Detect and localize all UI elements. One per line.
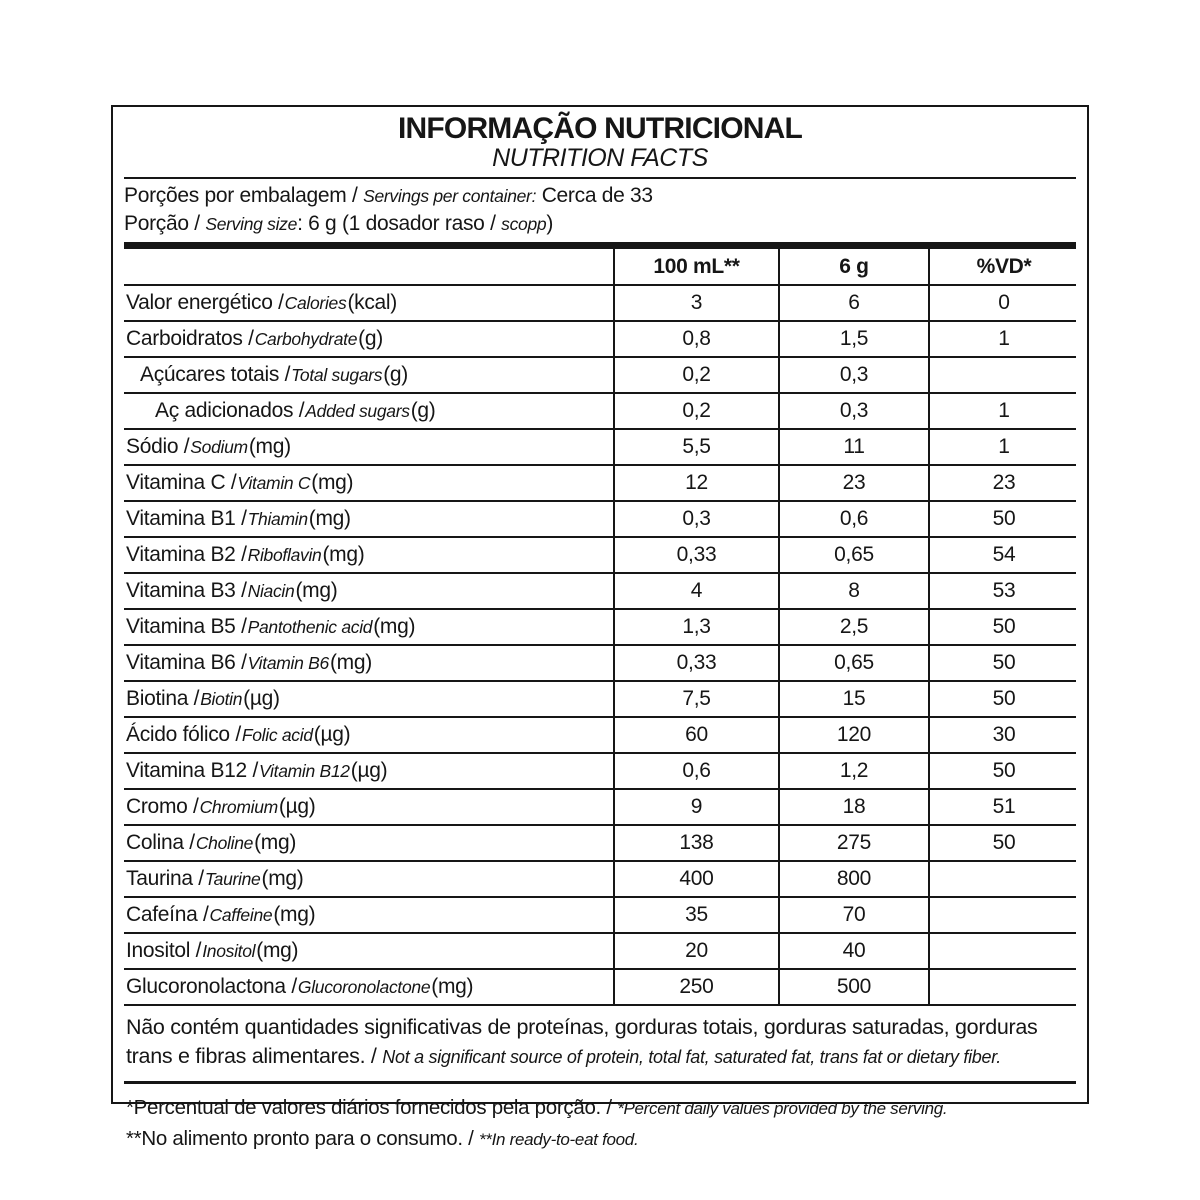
nutrient-name-cell [124, 322, 613, 356]
nutrient-unit: (µg) [313, 723, 351, 746]
value-6g: 0,65 [778, 538, 928, 572]
value-100ml: 9 [613, 790, 778, 824]
nutrient-name-en: Caffeine [209, 904, 273, 925]
nutrient-name-cell [124, 718, 613, 752]
value-6g: 15 [778, 682, 928, 716]
value-vd: 30 [928, 718, 1078, 752]
serving-size-close: ) [546, 212, 554, 235]
value-vd [928, 862, 1078, 896]
value-100ml: 250 [613, 970, 778, 1004]
table-row [124, 970, 1076, 1006]
nutrient-unit: (µg) [278, 795, 316, 818]
nutrient-unit: (g) [410, 399, 436, 422]
nutrient-unit: (g) [383, 363, 408, 386]
serving-size-label-en: Serving size [205, 214, 298, 234]
nutrient-name-cell [124, 790, 613, 824]
nutrient-name-pt: Valor energético / [126, 291, 284, 314]
value-6g: 0,6 [778, 502, 928, 536]
table-row [124, 502, 1076, 538]
footnote-ready-to-eat [126, 1124, 1074, 1155]
nutrient-unit: (mg) [254, 831, 297, 854]
nutrient-name-cell [124, 754, 613, 788]
nutrient-name-pt: Vitamina B5 / [126, 615, 247, 638]
nutrient-name-cell [124, 286, 613, 320]
nutrient-name-en: Pantothenic acid [247, 616, 373, 637]
nutrient-name-en: Added sugars [305, 400, 410, 421]
column-header-100ml: 100 mL** [613, 249, 778, 284]
value-vd: 50 [928, 682, 1078, 716]
serving-size-scoop-en: scopp [501, 214, 547, 234]
footnote-daily-values [126, 1093, 1074, 1124]
footnote-ready-to-eat-en: **In ready-to-eat food. [478, 1130, 639, 1149]
table-row [124, 754, 1076, 790]
nutrient-unit: (mg) [256, 939, 299, 962]
value-vd: 50 [928, 754, 1078, 788]
value-6g: 0,3 [778, 358, 928, 392]
nutrient-name-pt: Colina / [126, 831, 195, 854]
value-100ml: 0,33 [613, 538, 778, 572]
value-6g: 6 [778, 286, 928, 320]
nutrition-table [124, 249, 1076, 1006]
value-vd: 1 [928, 430, 1078, 464]
table-row [124, 682, 1076, 718]
nutrient-name-pt: Aç adicionados / [155, 399, 305, 422]
serving-size-value: : 6 g (1 dosador raso / [297, 212, 502, 235]
table-row [124, 322, 1076, 358]
nutrient-unit: (mg) [373, 615, 416, 638]
nutrient-name-pt: Inositol / [126, 939, 202, 962]
value-6g: 275 [778, 826, 928, 860]
value-vd: 51 [928, 790, 1078, 824]
value-vd: 53 [928, 574, 1078, 608]
nutrient-name-cell [124, 682, 613, 716]
value-6g: 18 [778, 790, 928, 824]
value-vd: 50 [928, 502, 1078, 536]
value-vd: 23 [928, 466, 1078, 500]
nutrition-label [111, 105, 1089, 1150]
value-100ml: 0,33 [613, 646, 778, 680]
header-divider [124, 177, 1076, 179]
label-subtitle: NUTRITION FACTS [492, 144, 708, 172]
footnote-daily-values-en: *Percent daily values provided by the serving. [617, 1099, 948, 1118]
no-significant-source-note [124, 1006, 1076, 1084]
nutrient-name-en: Glucoronolactone [297, 976, 431, 997]
nutrient-name-pt: Cafeína / [126, 903, 209, 926]
nutrient-name-pt: Vitamina B2 / [126, 543, 247, 566]
nutrient-name-cell [124, 358, 613, 392]
value-vd [928, 358, 1078, 392]
note-en: Not a significant source of protein, total fat, saturated fat, trans fat or dietary fiber. [382, 1047, 1001, 1067]
nutrient-name-pt: Taurina / [126, 867, 204, 890]
value-vd: 0 [928, 286, 1078, 320]
servings-label-en: Servings per container: [363, 186, 537, 206]
value-vd: 50 [928, 610, 1078, 644]
value-100ml: 0,2 [613, 358, 778, 392]
nutrient-name-pt: Glucoronolactona / [126, 975, 297, 998]
nutrient-name-cell [124, 574, 613, 608]
servings-per-container-line [124, 182, 1076, 210]
nutrient-name-en: Chromium [199, 796, 278, 817]
table-row [124, 790, 1076, 826]
value-vd [928, 934, 1078, 968]
value-100ml: 20 [613, 934, 778, 968]
value-6g: 120 [778, 718, 928, 752]
nutrient-name-en: Thiamin [247, 508, 308, 529]
nutrient-unit: (µg) [350, 759, 388, 782]
value-6g: 40 [778, 934, 928, 968]
servings-value: Cerca de 33 [536, 184, 653, 207]
nutrient-name-en: Carbohydrate [254, 328, 358, 349]
value-100ml: 0,3 [613, 502, 778, 536]
value-6g: 2,5 [778, 610, 928, 644]
nutrient-name-pt: Vitamina C / [126, 471, 237, 494]
nutrient-name-cell [124, 862, 613, 896]
table-row [124, 826, 1076, 862]
nutrient-unit: (mg) [308, 507, 351, 530]
nutrient-unit: (µg) [243, 687, 280, 710]
value-100ml: 0,8 [613, 322, 778, 356]
table-row [124, 538, 1076, 574]
nutrient-unit: (mg) [431, 975, 474, 998]
nutrient-name-pt: Carboidratos / [126, 327, 254, 350]
nutrient-unit: (mg) [273, 903, 316, 926]
table-row [124, 286, 1076, 322]
nutrient-name-cell [124, 466, 613, 500]
value-100ml: 4 [613, 574, 778, 608]
nutrient-name-en: Vitamin B12 [259, 760, 350, 781]
label-title: INFORMAÇÃO NUTRICIONAL [397, 112, 803, 145]
table-row [124, 610, 1076, 646]
nutrient-name-en: Folic acid [241, 724, 313, 745]
nutrient-name-cell [124, 502, 613, 536]
nutrient-name-en: Niacin [247, 580, 295, 601]
value-100ml: 5,5 [613, 430, 778, 464]
nutrient-name-cell [124, 430, 613, 464]
nutrient-name-pt: Açúcares totais / [140, 363, 291, 386]
nutrient-name-cell [124, 898, 613, 932]
value-6g: 8 [778, 574, 928, 608]
nutrient-unit: (mg) [329, 651, 372, 674]
nutrient-name-cell [124, 646, 613, 680]
nutrient-name-en: Choline [195, 832, 254, 853]
footnote-ready-to-eat-pt: **No alimento pronto para o consumo. / [126, 1127, 479, 1150]
value-6g: 0,65 [778, 646, 928, 680]
value-vd: 1 [928, 322, 1078, 356]
table-row [124, 934, 1076, 970]
nutrient-name-en: Taurine [204, 868, 261, 889]
header-empty-cell [124, 249, 613, 284]
table-row [124, 466, 1076, 502]
table-body [124, 286, 1076, 1006]
note-pt: Não contém quantidades significativas de proteínas, gorduras totais, gorduras saturadas, gorduras trans e fibras alimentares. / [126, 1015, 1038, 1068]
value-vd [928, 898, 1078, 932]
nutrient-name-cell [124, 970, 613, 1004]
value-6g: 1,2 [778, 754, 928, 788]
nutrient-name-pt: Vitamina B6 / [126, 651, 247, 674]
value-100ml: 7,5 [613, 682, 778, 716]
value-6g: 0,3 [778, 394, 928, 428]
value-6g: 500 [778, 970, 928, 1004]
nutrient-name-en: Riboflavin [247, 544, 322, 565]
nutrient-unit: (mg) [261, 867, 304, 890]
nutrient-name-cell [124, 934, 613, 968]
value-vd: 50 [928, 826, 1078, 860]
nutrient-name-en: Vitamin C [237, 472, 311, 493]
serving-size-label-pt: Porção / [124, 212, 206, 235]
value-6g: 800 [778, 862, 928, 896]
nutrient-unit: (g) [358, 327, 383, 350]
value-100ml: 0,6 [613, 754, 778, 788]
value-100ml: 35 [613, 898, 778, 932]
thick-separator-bar [124, 242, 1076, 249]
value-100ml: 60 [613, 718, 778, 752]
value-100ml: 0,2 [613, 394, 778, 428]
nutrient-name-en: Sodium [190, 436, 248, 457]
nutrient-name-pt: Cromo / [126, 795, 199, 818]
nutrient-name-pt: Ácido fólico / [126, 723, 241, 746]
footnote-daily-values-pt: *Percentual de valores diários fornecidos pela porção. / [126, 1096, 618, 1119]
nutrient-name-en: Inositol [202, 940, 256, 961]
serving-size-line [124, 210, 1076, 238]
nutrient-name-cell [124, 826, 613, 860]
nutrient-name-pt: Vitamina B12 / [126, 759, 258, 782]
column-header-6g: 6 g [778, 249, 928, 284]
nutrient-name-en: Vitamin B6 [247, 652, 329, 673]
value-100ml: 138 [613, 826, 778, 860]
nutrient-unit: (mg) [248, 435, 291, 458]
nutrient-name-en: Biotin [200, 688, 243, 709]
footnotes-block [124, 1084, 1076, 1155]
value-vd: 1 [928, 394, 1078, 428]
nutrient-unit: (kcal) [347, 291, 397, 314]
value-100ml: 3 [613, 286, 778, 320]
nutrient-name-pt: Sódio / [126, 435, 190, 458]
value-6g: 1,5 [778, 322, 928, 356]
table-row [124, 862, 1076, 898]
value-vd: 50 [928, 646, 1078, 680]
value-vd: 54 [928, 538, 1078, 572]
value-100ml: 400 [613, 862, 778, 896]
table-header-row [124, 249, 1076, 286]
value-100ml: 12 [613, 466, 778, 500]
column-header-vd: %VD* [928, 249, 1078, 284]
nutrient-name-cell [124, 394, 613, 428]
nutrient-name-pt: Vitamina B1 / [126, 507, 247, 530]
table-row [124, 898, 1076, 934]
nutrient-name-cell [124, 610, 613, 644]
nutrient-name-en: Calories [284, 292, 347, 313]
nutrient-name-pt: Vitamina B3 / [126, 579, 247, 602]
table-row [124, 718, 1076, 754]
nutrient-unit: (mg) [295, 579, 338, 602]
table-row [124, 358, 1076, 394]
table-row [124, 394, 1076, 430]
table-row [124, 430, 1076, 466]
value-6g: 23 [778, 466, 928, 500]
nutrient-unit: (mg) [322, 543, 365, 566]
value-6g: 11 [778, 430, 928, 464]
value-vd [928, 970, 1078, 1004]
nutrient-name-cell [124, 538, 613, 572]
nutrient-unit: (mg) [311, 471, 354, 494]
table-row [124, 574, 1076, 610]
servings-label-pt: Porções por embalagem / [124, 184, 364, 207]
value-100ml: 1,3 [613, 610, 778, 644]
nutrient-name-pt: Biotina / [126, 687, 200, 710]
value-6g: 70 [778, 898, 928, 932]
table-row [124, 646, 1076, 682]
nutrient-name-en: Total sugars [291, 364, 383, 385]
